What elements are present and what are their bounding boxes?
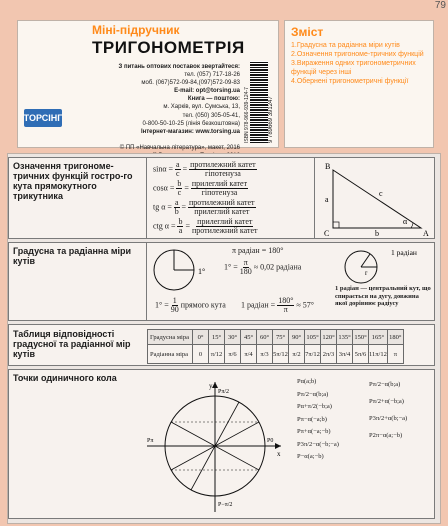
contact-line: тел. (057) 717-18-26 bbox=[184, 72, 240, 79]
formulas-right bbox=[369, 376, 407, 444]
point-formula: P3π/2−α(−b;−a) bbox=[297, 440, 339, 448]
contact-line: моб. (067)572-09-84,(097)572-09-83 bbox=[141, 80, 240, 87]
radian-definition: 1 радіан — центральний кут, що спирається на дугу, довжина якої дорівнює радіусу bbox=[335, 285, 431, 307]
table-row: Градусна міра 0° 15° 30° 45° 60° 75° 90° 105° 120° 135° 150° 165° 180° bbox=[148, 330, 404, 345]
unit-circle-section bbox=[8, 369, 435, 519]
tg-formula: tg α = $\frac{a}{b}$ = $\frac{\text{протилежний катет}}{\text{прилеглий катет}}$ bbox=[153, 198, 255, 216]
sin-formula: sinα = $\frac{a}{c}$ = $\frac{\text{протилежний катет}}{\text{гіпотенуза}}$ bbox=[153, 160, 256, 178]
barcode bbox=[244, 61, 274, 143]
contact-line: Книга — поштою: bbox=[187, 96, 240, 103]
point-formula: Pπ/2+α(−b;a) bbox=[369, 398, 404, 405]
x-axis-label: x bbox=[277, 450, 281, 458]
point-formula: Pπ/2−α(b;a) bbox=[369, 381, 401, 388]
definitions-section bbox=[8, 157, 435, 239]
correspondence-title: Таблиця відповідності градусної та радіанної мір кутів bbox=[13, 329, 131, 359]
unit-circle-diagram bbox=[141, 378, 289, 516]
cos-formula: cosα = $\frac{b}{c}$ = $\frac{\text{прилеглий катет}}{\text{гіпотенуза}}$ bbox=[153, 179, 248, 197]
barcode-bars bbox=[250, 61, 268, 143]
degree-radian-table bbox=[147, 329, 404, 364]
page-corner-number: 79 bbox=[434, 0, 446, 11]
definitions-title: Означення тригономе-тричних функцій гостро-го кута прямокутного трикутника bbox=[13, 161, 133, 201]
contact-line: © ПП «Навчальна література», макет, 2016 bbox=[119, 144, 240, 151]
unit-circle-title: Точки одиничного кола bbox=[13, 373, 117, 383]
side-c-label: c bbox=[379, 189, 383, 198]
measures-section bbox=[8, 242, 435, 321]
pi-rad-eq: π радіан = 180° bbox=[232, 246, 284, 255]
table-row: Радіанна міра 0 π/12 π/6 π/4 π/3 5π/12 π/2 7π/12 2π/3 3π/4 5π/6 11π/12 π bbox=[148, 345, 404, 364]
vertex-b-label: B bbox=[325, 162, 331, 171]
measures-title: Градусна та радіанна міри кутів bbox=[13, 246, 132, 266]
contents-item[interactable]: 4.Обернені тригонометричні функції bbox=[291, 77, 409, 85]
contact-line: м. Харків, вул. Сумська, 13, bbox=[163, 104, 240, 111]
contact-line: З питань оптових поставок звертайтеся: bbox=[118, 64, 240, 70]
one-deg-rad-eq: 1° = $\frac{\pi}{180}$ ≈ 0,02 радіана bbox=[224, 258, 302, 276]
correspondence-section bbox=[8, 324, 435, 366]
p-pi-label: Pπ bbox=[147, 438, 154, 444]
barcode-number: 9 789669 391247 bbox=[268, 96, 274, 143]
contents-item[interactable]: 2.Означення тригономе-тричних функцій bbox=[291, 51, 424, 59]
point-formula: Pα+π/2(−b;a) bbox=[297, 403, 332, 410]
radius-label: r bbox=[365, 269, 368, 277]
contents-item[interactable]: 1.Градусна та радіанна міри кутів bbox=[291, 42, 400, 49]
vertex-a-label: A bbox=[423, 229, 429, 238]
table-row-label: Радіанна міра bbox=[148, 345, 193, 364]
radian-circle-diagram bbox=[337, 245, 433, 285]
p-pi-half-label: Pπ/2 bbox=[218, 389, 230, 395]
contact-line: Інтернет-магазин: www.torsing.ua bbox=[140, 128, 240, 135]
point-formula: P3π/2+α(b;−a) bbox=[369, 415, 408, 422]
point-formula: Pπ+α(−a;−b) bbox=[297, 428, 331, 435]
contents-list bbox=[291, 42, 427, 86]
contacts-block bbox=[50, 63, 240, 160]
series-label: Міні-підручник bbox=[92, 23, 180, 37]
formulas-left bbox=[297, 376, 339, 464]
contents-heading: Зміст bbox=[291, 25, 324, 39]
point-formula: P−α(a;−b) bbox=[297, 453, 324, 460]
alpha-label: α bbox=[403, 217, 408, 226]
cover-panel bbox=[17, 20, 279, 151]
table-row-label: Градусна міра bbox=[148, 330, 193, 345]
isbn-text: ISBN 978-966-939-124-7 bbox=[244, 87, 250, 143]
y-axis-label: y bbox=[209, 382, 213, 390]
vertex-c-label: C bbox=[324, 229, 330, 238]
one-rad-eq: 1 радіан = $\frac{180^\circ}{\pi}$ ≈ 57° bbox=[241, 296, 314, 314]
one-radian-label: 1 радіан bbox=[391, 248, 417, 257]
point-formula: Pα(a;b) bbox=[297, 378, 317, 385]
contact-line: E-mail: opt@torsing.ua bbox=[174, 88, 240, 95]
contact-line: тел. (050) 305-05-41, bbox=[182, 112, 240, 119]
point-formula: P2π−α(a;−b) bbox=[369, 432, 403, 439]
point-formula: Pπ/2−α(b;a) bbox=[297, 390, 329, 398]
contact-line: 0-800-50-10-25 (лінія безкоштовна) bbox=[142, 120, 240, 127]
one-degree-label: 1° bbox=[198, 267, 206, 276]
p-minus-pi-half-label: P−π/2 bbox=[218, 502, 233, 508]
p0-label: P0 bbox=[267, 438, 274, 444]
point-formula: Pπ−α(−a;b) bbox=[297, 415, 327, 423]
contents-panel bbox=[284, 20, 434, 148]
side-b-label: b bbox=[375, 229, 379, 238]
publisher-logo: ТОРСІНГ bbox=[24, 109, 62, 127]
contact-line bbox=[50, 136, 240, 144]
ctg-formula: ctg α = $\frac{b}{a}$ = $\frac{\text{прилеглий катет}}{\text{протилежний катет}}$ bbox=[153, 217, 258, 235]
side-a-label: a bbox=[325, 195, 329, 204]
one-deg-right-angle: 1° = $\frac{1}{90}$ прямого кута bbox=[155, 296, 226, 314]
book-title: ТРИГОНОМЕТРІЯ bbox=[92, 38, 245, 57]
contents-item[interactable]: 3.Вираження одних тригонометричних функцій через інші bbox=[291, 60, 416, 76]
degree-circle-diagram bbox=[150, 246, 216, 294]
right-triangle-diagram bbox=[319, 162, 431, 238]
